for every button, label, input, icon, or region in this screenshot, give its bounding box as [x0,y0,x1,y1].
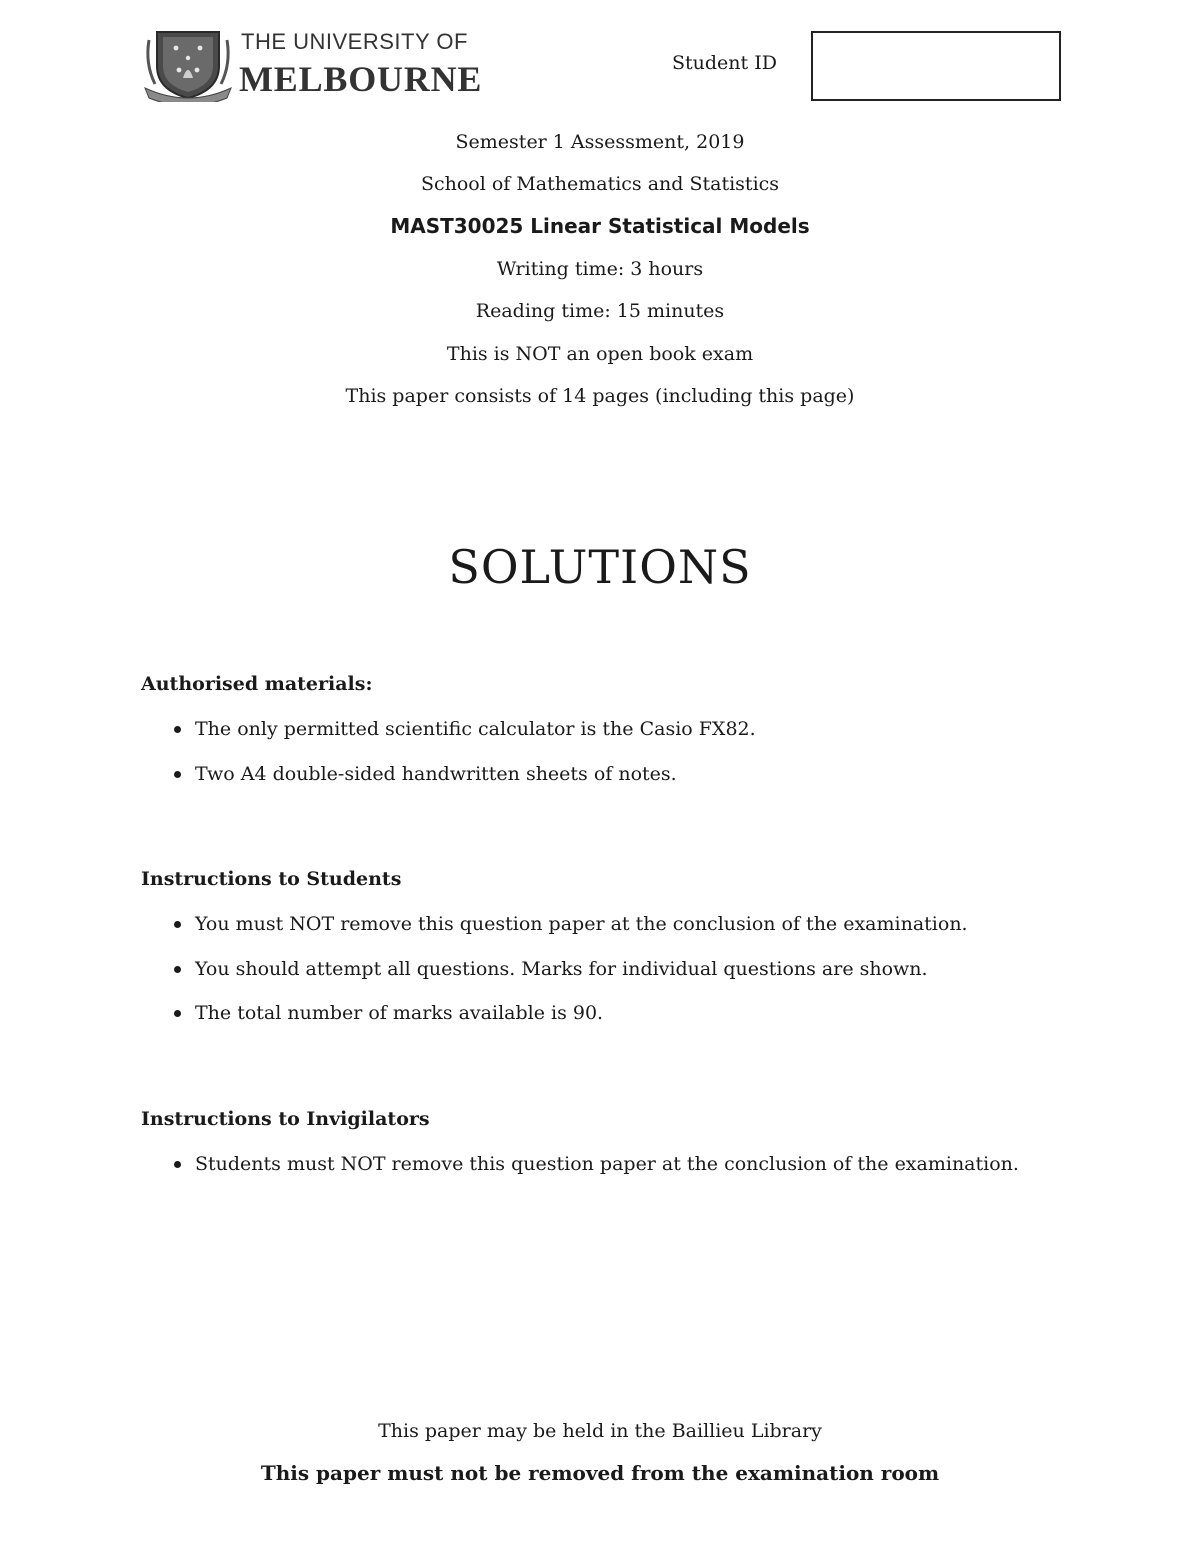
library-note: This paper may be held in the Baillieu Library [378,1420,822,1442]
instructions-students-list [170,912,968,1046]
page-count-note: This paper consists of 14 pages (including this page) [345,385,855,407]
instructions-invigilators-list [170,1152,1019,1197]
list-item [170,1001,968,1046]
bullet-icon [174,726,181,733]
assessment-line: Semester 1 Assessment, 2019 [455,131,745,153]
open-book-note: This is NOT an open book exam [446,343,754,365]
student-id-label: Student ID [672,52,777,74]
course-title: MAST30025 Linear Statistical Models [390,214,810,238]
instructions-students-heading: Instructions to Students [141,868,402,890]
list-item [170,912,968,957]
list-item-text: Students must NOT remove this question paper at the conclusion of the examination. [195,1153,1019,1175]
list-item-text: The only permitted scientific calculator is the Casio FX82. [195,718,756,740]
bullet-icon [174,771,181,778]
logo-text-line2: MELBOURNE [239,59,483,99]
solutions-banner: SOLUTIONS [448,540,752,594]
writing-time: Writing time: 3 hours [496,258,704,280]
list-item-text: Two A4 double-sided handwritten sheets of notes. [195,762,677,785]
authorised-materials-list [170,717,756,806]
list-item [170,717,756,762]
bullet-icon [174,1010,181,1017]
school-line: School of Mathematics and Statistics [420,173,780,195]
university-crest-icon [143,28,233,102]
list-item [170,1152,1019,1197]
student-id-field[interactable] [811,31,1061,101]
bullet-icon [174,921,181,928]
list-item [170,957,968,1002]
logo-text-line1: THE UNIVERSITY OF [241,29,468,54]
list-item-text: You must NOT remove this question paper at the conclusion of the examination. [195,913,968,935]
list-item-text: You should attempt all questions. Marks for individual questions are shown. [195,957,928,980]
bullet-icon [174,966,181,973]
authorised-materials-heading: Authorised materials: [141,673,373,695]
university-logo [143,28,483,102]
list-item-text: The total number of marks available is 90. [195,1002,604,1024]
list-item [170,762,756,807]
bullet-icon [174,1161,181,1168]
instructions-invigilators-heading: Instructions to Invigilators [141,1108,430,1130]
removal-warning: This paper must not be removed from the examination room [260,1461,940,1485]
reading-time: Reading time: 15 minutes [475,300,725,322]
